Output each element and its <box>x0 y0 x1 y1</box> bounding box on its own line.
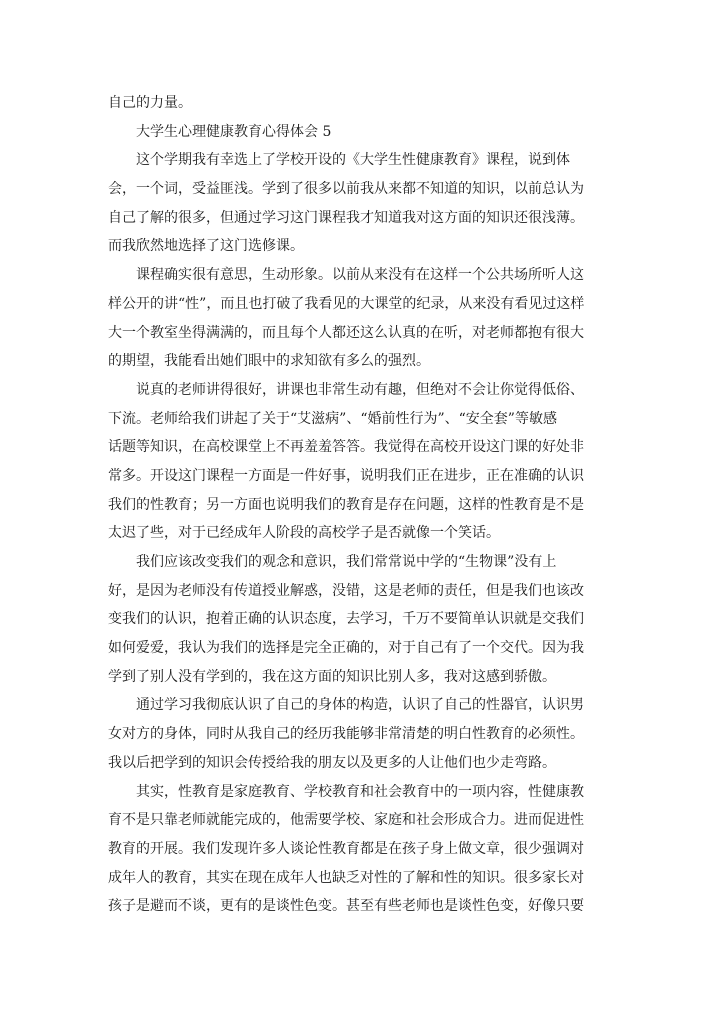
text-line-3: 这个学期我有幸选上了学校开设的《大学生性健康教育》课程，说到体 <box>136 152 570 169</box>
document-page <box>108 89 604 921</box>
text-line-26: 育不是只靠老师就能完成的，他需要学校、家庭和社会形成合力。进而促进性 <box>108 812 584 829</box>
text-line-13: 话题等知识，在高校课堂上不再羞羞答答。我觉得在高校开设这门课的好处非 <box>108 439 584 456</box>
text-line-6: 而我欣然地选择了这门选修课。 <box>108 238 304 255</box>
text-line-19: 变我们的认识，抱着正确的认识态度，去学习，千万不要简单认识就是交我们 <box>108 611 584 628</box>
text-line-9: 大一个教室坐得满满的，而且每个人都还这么认真的在听，对老师都抱有很大 <box>108 324 584 341</box>
section-heading: 大学生心理健康教育心得体会 5 <box>136 123 332 140</box>
text-line-15: 我们的性教育；另一方面也说明我们的教育是存在问题，这样的性教育是不是 <box>108 496 584 513</box>
text-line-8: 样公开的讲“性”，而且也打破了我看见的大课堂的纪录，从来没有看见过这样 <box>108 295 585 312</box>
text-line-12: 下流。老师给我们讲起了关于“艾滋病”、“婚前性行为”、“安全套”等敏感 <box>108 410 557 427</box>
text-line-16: 太迟了些，对于已经成年人阶段的高校学子是否就像一个笑话。 <box>108 525 500 542</box>
text-line-14: 常多。开设这门课程一方面是一件好事，说明我们正在进步，正在准确的认识 <box>108 467 584 484</box>
text-line-11: 说真的老师讲得很好，讲课也非常生动有趣，但绝对不会让你觉得低俗、 <box>136 381 584 398</box>
text-line-10: 的期望，我能看出她们眼中的求知欲有多么的强烈。 <box>108 353 430 370</box>
text-line-18: 好，是因为老师没有传道授业解惑，没错，这是老师的责任，但是我们也该改 <box>108 582 584 599</box>
text-line-7: 课程确实很有意思，生动形象。以前从来没有在这样一个公共场所听人这 <box>136 267 584 284</box>
text-line-27: 教育的开展。我们发现许多人谈论性教育都是在孩子身上做文章，很少强调对 <box>108 840 584 857</box>
text-line-22: 通过学习我彻底认识了自己的身体的构造，认识了自己的性器官，认识男 <box>136 697 584 714</box>
text-line-28: 成年人的教育，其实在现在成年人也缺乏对性的了解和性的知识。很多家长对 <box>108 869 584 886</box>
text-line-21: 学到了别人没有学到的，我在这方面的知识比别人多，我对这感到骄傲。 <box>108 668 556 685</box>
text-line-1: 自己的力量。 <box>108 95 192 111</box>
text-line-20: 如何爱爱，我认为我们的选择是完全正确的，对于自己有了一个交代。因为我 <box>108 640 584 657</box>
text-line-4: 会，一个词，受益匪浅。学到了很多以前我从来都不知道的知识，以前总认为 <box>108 181 584 198</box>
text-line-23: 女对方的身体，同时从我自己的经历我能够非常清楚的明白性教育的必须性。 <box>108 726 584 743</box>
text-line-24: 我以后把学到的知识会传授给我的朋友以及更多的人让他们也少走弯路。 <box>108 754 556 771</box>
text-line-17: 我们应该改变我们的观念和意识，我们常常说中学的“生物课”没有上 <box>136 554 557 570</box>
text-line-29: 孩子是避而不谈，更有的是谈性色变。甚至有些老师也是谈性色变，好像只要 <box>108 898 584 915</box>
text-line-5: 自己了解的很多，但通过学习这门课程我才知道我对这方面的知识还很浅薄。 <box>108 209 584 226</box>
text-line-25: 其实，性教育是家庭教育、学校教育和社会教育中的一项内容，性健康教 <box>136 783 584 800</box>
